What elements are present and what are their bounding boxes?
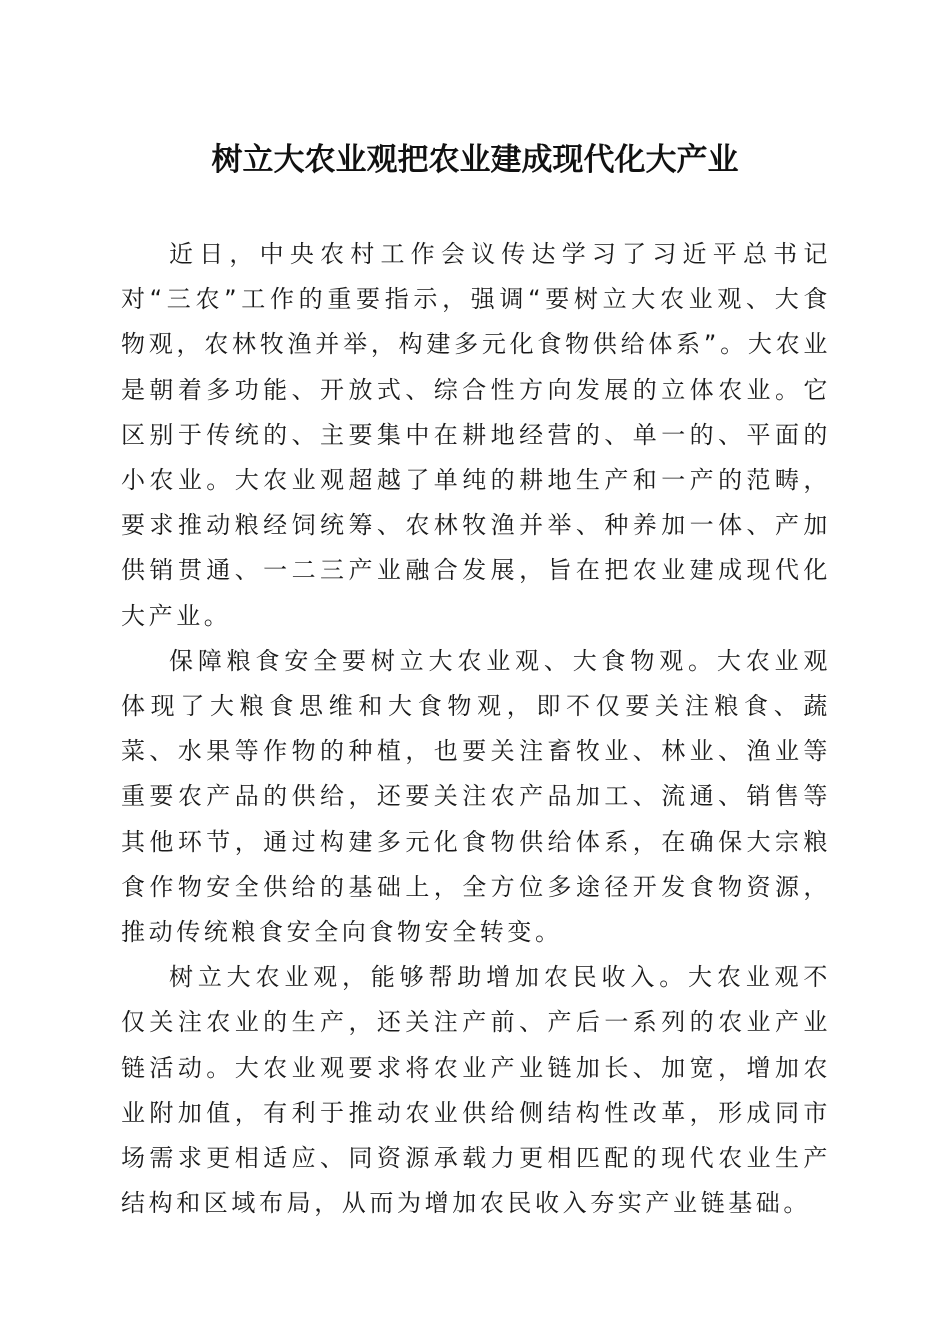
document-title: 树立大农业观把农业建成现代化大产业 [211, 142, 739, 178]
paragraph-2: 保障粮食安全要树立大农业观、大食物观。大农业观体现了大粮食思维和大食物观，即不仅要关注粮食、蔬菜、水果等作物的种植，也要关注畜牧业、林业、渔业等重要农产品的供给，还要关注农产品加工、流通、销售等其他环节，通过构建多元化食物供给体系，在确保大宗粮食作物安全供给的基础上，全方位多途径开发食物资源，推动传统粮食安全向食物安全转变。 [121, 646, 831, 947]
paragraph-3: 树立大农业观，能够帮助增加农民收入。大农业观不仅关注农业的生产，还关注产前、产后一系列的农业产业链活动。大农业观要求将农业产业链加长、加宽，增加农业附加值，有利于推动农业供给侧结构性改革，形成同市场需求更相适应、同资源承载力更相匹配的现代农业生产结构和区域布局，从而为增加农民收入夯实产业链基础。 [121, 963, 831, 1218]
document-body [121, 232, 831, 1226]
paragraph-1: 近日，中央农村工作会议传达学习了习近平总书记对“三农”工作的重要指示，强调“要树立大农业观、大食物观，农林牧渔并举，构建多元化食物供给体系”。大农业是朝着多功能、开放式、综合性方向发展的立体农业。它区别于传统的、主要集中在耕地经营的、单一的、平面的小农业。大农业观超越了单纯的耕地生产和一产的范畴，要求推动粮经饲统筹、农林牧渔并举、种养加一体、产加供销贯通、一二三产业融合发展，旨在把农业建成现代化大产业。 [121, 240, 831, 630]
